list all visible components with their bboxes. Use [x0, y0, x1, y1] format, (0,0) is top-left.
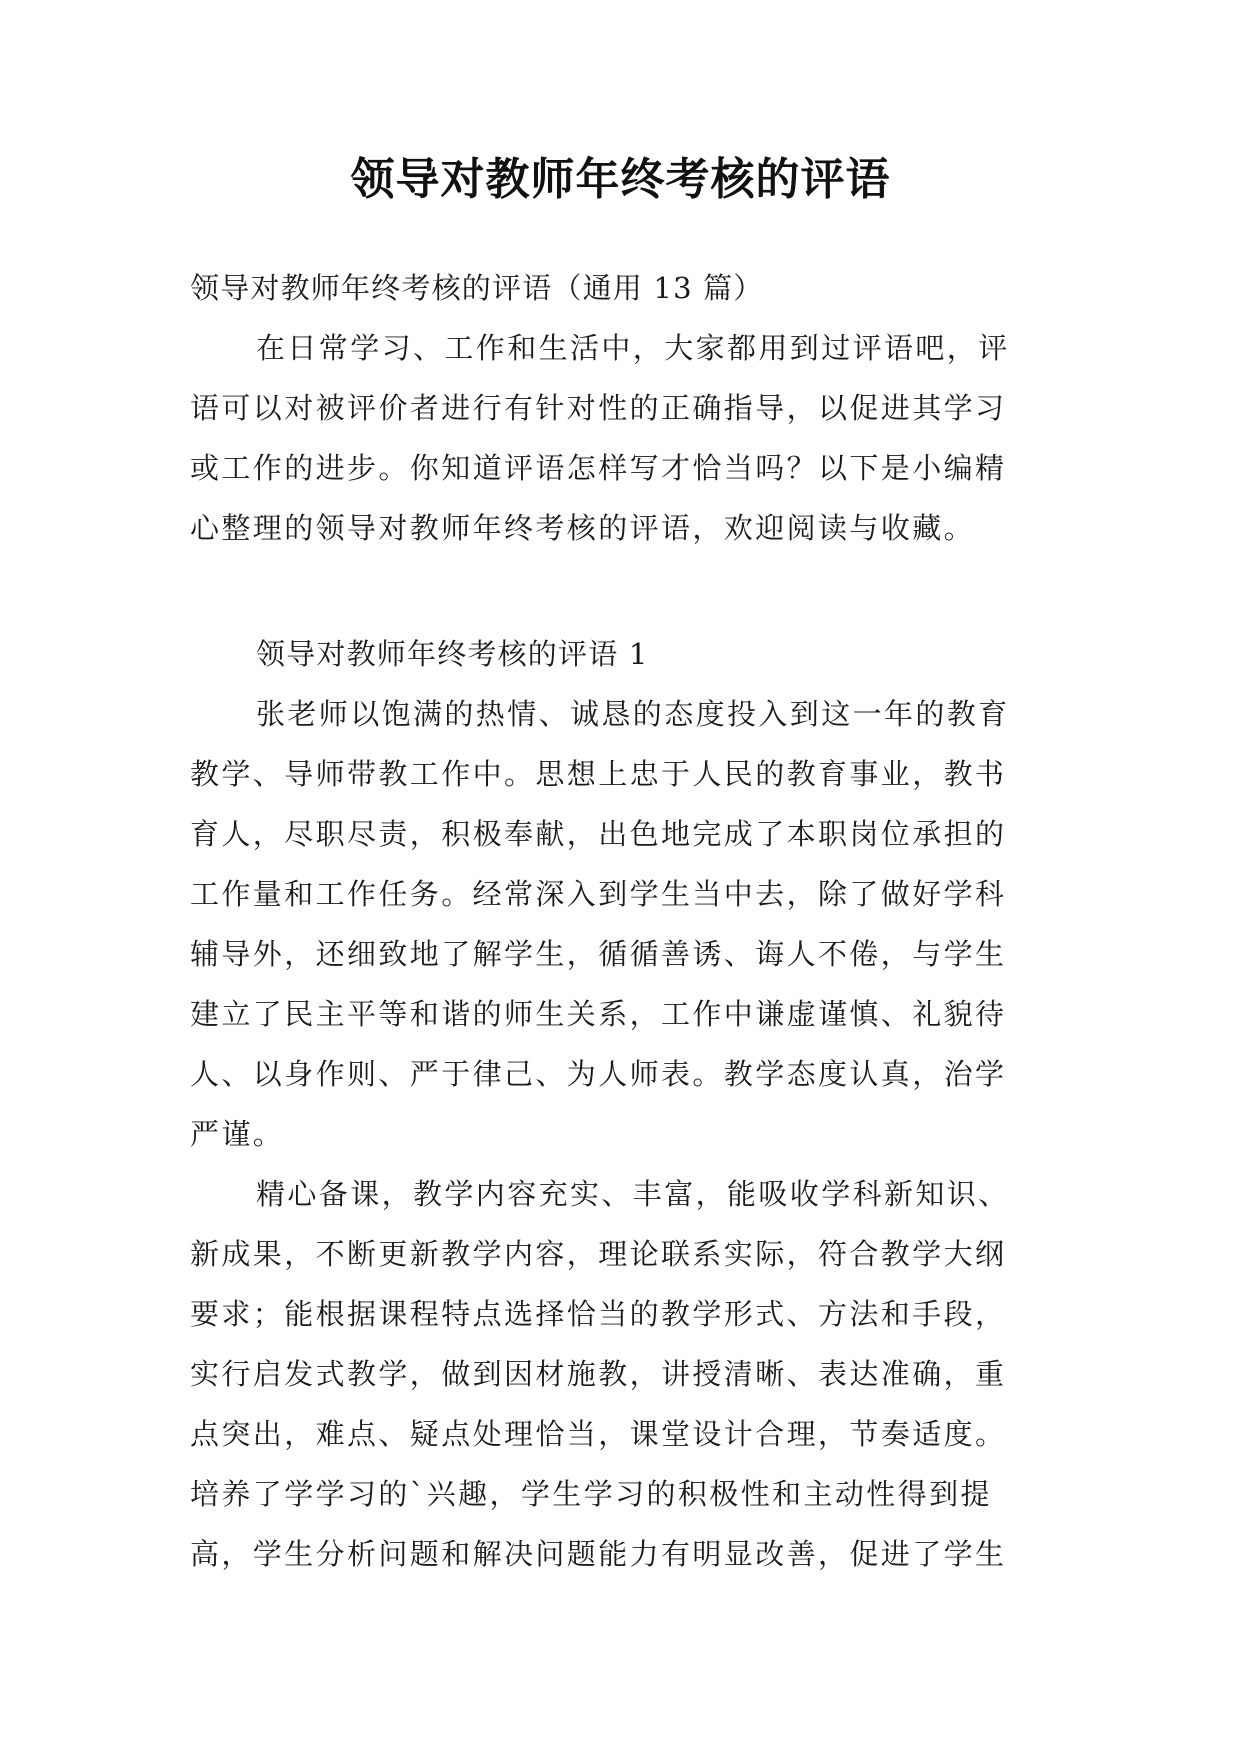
document-subtitle: 领导对教师年终考核的评语（通用 13 篇）: [190, 271, 764, 305]
paragraph-line: 教学、导师带教工作中。思想上忠于人民的教育事业，教书: [190, 757, 1007, 791]
paragraph-line: 点突出，难点、疑点处理恰当，课堂设计合理，节奏适度。: [190, 1417, 1007, 1451]
paragraph-line: 实行启发式教学，做到因材施教，讲授清晰、表达准确，重: [190, 1357, 1007, 1391]
section-heading: 领导对教师年终考核的评语 1: [256, 637, 649, 671]
paragraph-line: 人、以身作则、严于律己、为人师表。教学态度认真，治学: [190, 1057, 1007, 1091]
paragraph-line: 高，学生分析问题和解决问题能力有明显改善，促进了学生: [190, 1537, 1007, 1571]
intro-line: 心整理的领导对教师年终考核的评语，欢迎阅读与收藏。: [190, 511, 976, 545]
intro-line: 在日常学习、工作和生活中，大家都用到过评语吧，评: [256, 331, 1010, 365]
paragraph-line: 严谨。: [190, 1117, 285, 1151]
intro-line: 或工作的进步。你知道评语怎样写才恰当吗？以下是小编精: [190, 451, 1007, 485]
section-spacer: [190, 558, 1050, 624]
paragraph-line: 张老师以饱满的热情、诚恳的态度投入到这一年的教育: [256, 697, 1010, 731]
paragraph-1: [190, 684, 1050, 1164]
paragraph-line: 精心备课，教学内容充实、丰富，能吸收学科新知识、: [256, 1177, 1010, 1211]
paragraph-line: 辅导外，还细致地了解学生，循循善诱、诲人不倦，与学生: [190, 937, 1007, 971]
paragraph-line: 育人，尽职尽责，积极奉献，出色地完成了本职岗位承担的: [190, 817, 1007, 851]
paragraph-line: 培养了学学习的`兴趣，学生学习的积极性和主动性得到提: [190, 1477, 992, 1511]
paragraph-line: 新成果，不断更新教学内容，理论联系实际，符合教学大纲: [190, 1237, 1007, 1271]
intro-paragraph: [190, 318, 1050, 558]
document-body: [190, 258, 1050, 1584]
intro-line: 语可以对被评价者进行有针对性的正确指导，以促进其学习: [190, 391, 1007, 425]
paragraph-2: [190, 1164, 1050, 1584]
paragraph-line: 要求；能根据课程特点选择恰当的教学形式、方法和手段，: [190, 1297, 1007, 1331]
paragraph-line: 工作量和工作任务。经常深入到学生当中去，除了做好学科: [190, 877, 1007, 911]
document-title: 领导对教师年终考核的评语: [350, 154, 891, 205]
paragraph-line: 建立了民主平等和谐的师生关系，工作中谦虚谨慎、礼貌待: [190, 997, 1007, 1031]
